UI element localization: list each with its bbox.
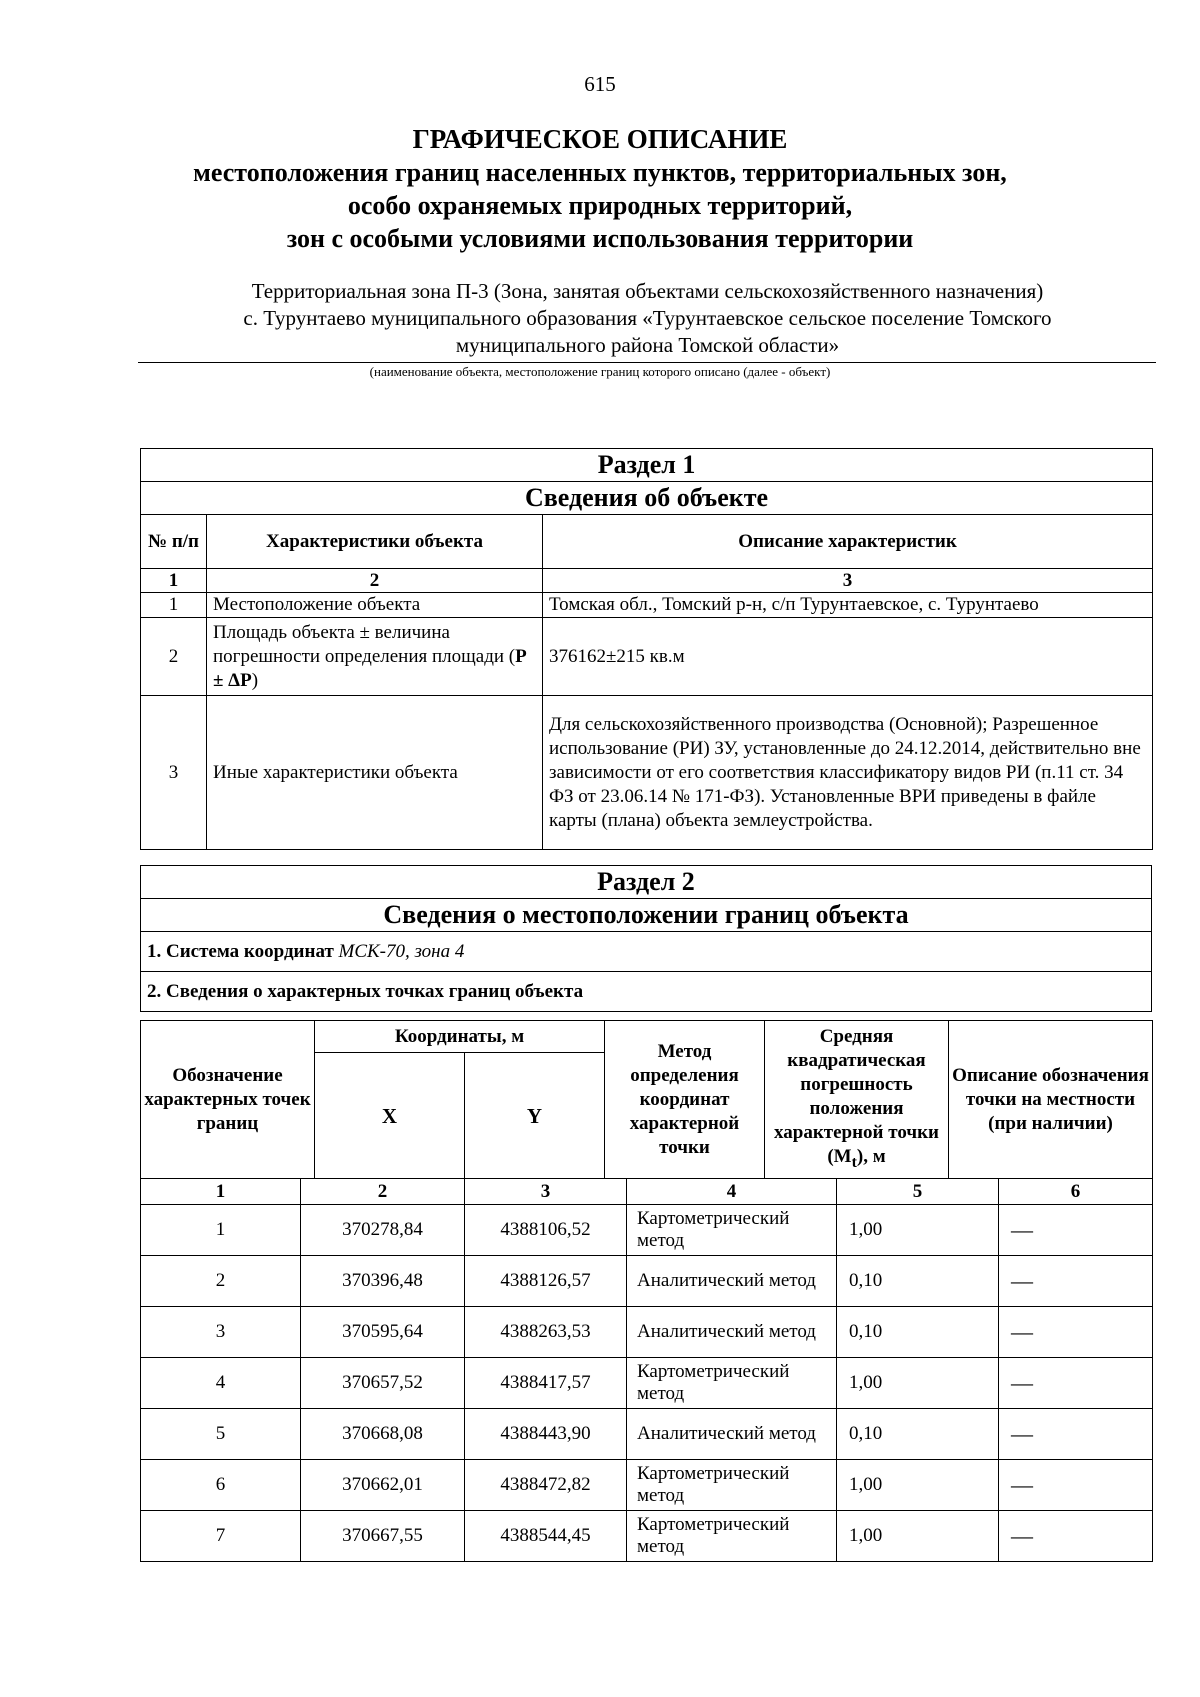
title-line-4: зон с особыми условиями использования территории (286, 224, 914, 253)
header-method: Метод определения координат характерной точки (605, 1021, 765, 1179)
point-x: 370657,52 (301, 1358, 465, 1409)
object-name-line-3: муниципального района Томской области» (455, 333, 840, 357)
point-description: — (999, 1307, 1153, 1358)
point-x: 370278,84 (301, 1205, 465, 1256)
column-number: 3 (543, 569, 1153, 593)
point-x: 370396,48 (301, 1256, 465, 1307)
coordinate-system-value: МСК-70, зона 4 (338, 940, 465, 962)
section-2-subtitle: Сведения о местоположении границ объекта (141, 899, 1152, 932)
area-label: Площадь объекта ± величина погрешности определения площади ( (213, 621, 516, 667)
column-number: 4 (627, 1179, 837, 1205)
row-number: 2 (141, 618, 207, 696)
points-info-label: 2. Сведения о характерных точках границ объекта (141, 972, 1152, 1012)
point-number: 2 (141, 1256, 301, 1307)
point-method: Аналитический метод (627, 1307, 837, 1358)
point-description: — (999, 1460, 1153, 1511)
header-description: Описание обозначения точки на местности (при наличии) (949, 1021, 1153, 1179)
table-row (141, 696, 1153, 850)
point-y: 4388544,45 (465, 1511, 627, 1562)
coordinates-header-table (140, 1020, 1153, 1179)
point-x: 370668,08 (301, 1409, 465, 1460)
characteristic-value: 376162±215 кв.м (543, 618, 1153, 696)
column-number: 2 (207, 569, 543, 593)
characteristic-name (207, 618, 543, 696)
object-name-line-1: Территориальная зона П-3 (Зона, занятая объектами сельскохозяйственного назначения) (251, 279, 1044, 303)
coordinate-system (141, 932, 1152, 972)
table-row (141, 1511, 1153, 1562)
header-description: Описание характеристик (543, 515, 1153, 569)
point-error: 0,10 (837, 1307, 999, 1358)
point-number: 7 (141, 1511, 301, 1562)
title-line-3: особо охраняемых природных территорий, (347, 191, 853, 220)
table-row (141, 1205, 1153, 1256)
characteristic-value: Для сельскохозяйственного производства (Основной); Разрешенное использование (РИ) ЗУ, установленные до 24.12.2014, действительно вне зависимости от его соответствия классификатору видов РИ (п.11 ст. 34 ФЗ от 23.06.14 № 171-ФЗ). Установленные ВРИ приведены в файле карты (плана) объекта землеустройства. (543, 696, 1153, 850)
section-1-table (140, 448, 1153, 850)
point-error: 1,00 (837, 1205, 999, 1256)
header-x: X (315, 1053, 465, 1179)
header-characteristics: Характеристики объекта (207, 515, 543, 569)
table-row (141, 618, 1153, 696)
row-number: 1 (141, 593, 207, 618)
object-name (140, 278, 1155, 359)
point-y: 4388443,90 (465, 1409, 627, 1460)
point-number: 5 (141, 1409, 301, 1460)
table-row (141, 1358, 1153, 1409)
title-line-2: местоположения границ населенных пунктов, территориальных зон, (193, 158, 1007, 187)
column-number: 2 (301, 1179, 465, 1205)
section-2-table (140, 865, 1152, 1012)
point-description: — (999, 1409, 1153, 1460)
point-y: 4388126,57 (465, 1256, 627, 1307)
section-2-title: Раздел 2 (141, 866, 1152, 899)
row-number: 3 (141, 696, 207, 850)
point-number: 1 (141, 1205, 301, 1256)
point-description: — (999, 1205, 1153, 1256)
point-number: 6 (141, 1460, 301, 1511)
object-name-underline (138, 362, 1156, 363)
document-title (0, 122, 1200, 255)
header-coordinates: Координаты, м (315, 1021, 605, 1053)
point-y: 4388263,53 (465, 1307, 627, 1358)
point-x: 370595,64 (301, 1307, 465, 1358)
points-table (140, 1178, 1153, 1562)
object-name-caption: (наименование объекта, местоположение границ которого описано (далее - объект) (369, 364, 831, 379)
table-row (141, 1256, 1153, 1307)
table-row (141, 1307, 1153, 1358)
section-1-title: Раздел 1 (141, 449, 1153, 482)
point-method: Картометрический метод (627, 1358, 837, 1409)
point-number: 4 (141, 1358, 301, 1409)
point-description: — (999, 1358, 1153, 1409)
point-error: 0,10 (837, 1409, 999, 1460)
point-method: Аналитический метод (627, 1409, 837, 1460)
column-number: 1 (141, 569, 207, 593)
point-number: 3 (141, 1307, 301, 1358)
column-number: 6 (999, 1179, 1153, 1205)
column-number: 5 (837, 1179, 999, 1205)
table-row (141, 593, 1153, 618)
point-method: Аналитический метод (627, 1256, 837, 1307)
point-error: 1,00 (837, 1460, 999, 1511)
area-label-end: ) (251, 669, 259, 691)
page-number: 615 (584, 72, 616, 96)
table-row (141, 1409, 1153, 1460)
characteristic-name: Местоположение объекта (207, 593, 543, 618)
column-number: 1 (141, 1179, 301, 1205)
point-method: Картометрический метод (627, 1205, 837, 1256)
point-description: — (999, 1511, 1153, 1562)
coordinate-system-label: 1. Система координат (147, 940, 334, 962)
point-method: Картометрический метод (627, 1460, 837, 1511)
point-error: 1,00 (837, 1511, 999, 1562)
area-formula: P ± ΔP (213, 645, 526, 691)
header-num: № п/п (141, 515, 207, 569)
point-error: 0,10 (837, 1256, 999, 1307)
point-y: 4388106,52 (465, 1205, 627, 1256)
point-y: 4388417,57 (465, 1358, 627, 1409)
point-description: — (999, 1256, 1153, 1307)
header-error: Средняя квадратическая погрешность положения характерной точки $(M_t)$, м (765, 1021, 949, 1179)
table-row (141, 1460, 1153, 1511)
point-x: 370662,01 (301, 1460, 465, 1511)
header-point-designation: Обозначение характерных точек границ (141, 1021, 315, 1179)
point-method: Картометрический метод (627, 1511, 837, 1562)
title-main: ГРАФИЧЕСКОЕ ОПИСАНИЕ (412, 124, 788, 154)
column-number: 3 (465, 1179, 627, 1205)
point-x: 370667,55 (301, 1511, 465, 1562)
object-name-line-2: с. Турунтаево муниципального образования «Турунтаевское сельское поселение Томского (243, 306, 1052, 330)
point-error: 1,00 (837, 1358, 999, 1409)
characteristic-value: Томская обл., Томский р-н, с/п Турунтаевское, с. Турунтаево (543, 593, 1153, 618)
section-1-subtitle: Сведения об объекте (141, 482, 1153, 515)
point-y: 4388472,82 (465, 1460, 627, 1511)
characteristic-name: Иные характеристики объекта (207, 696, 543, 850)
header-y: Y (465, 1053, 605, 1179)
